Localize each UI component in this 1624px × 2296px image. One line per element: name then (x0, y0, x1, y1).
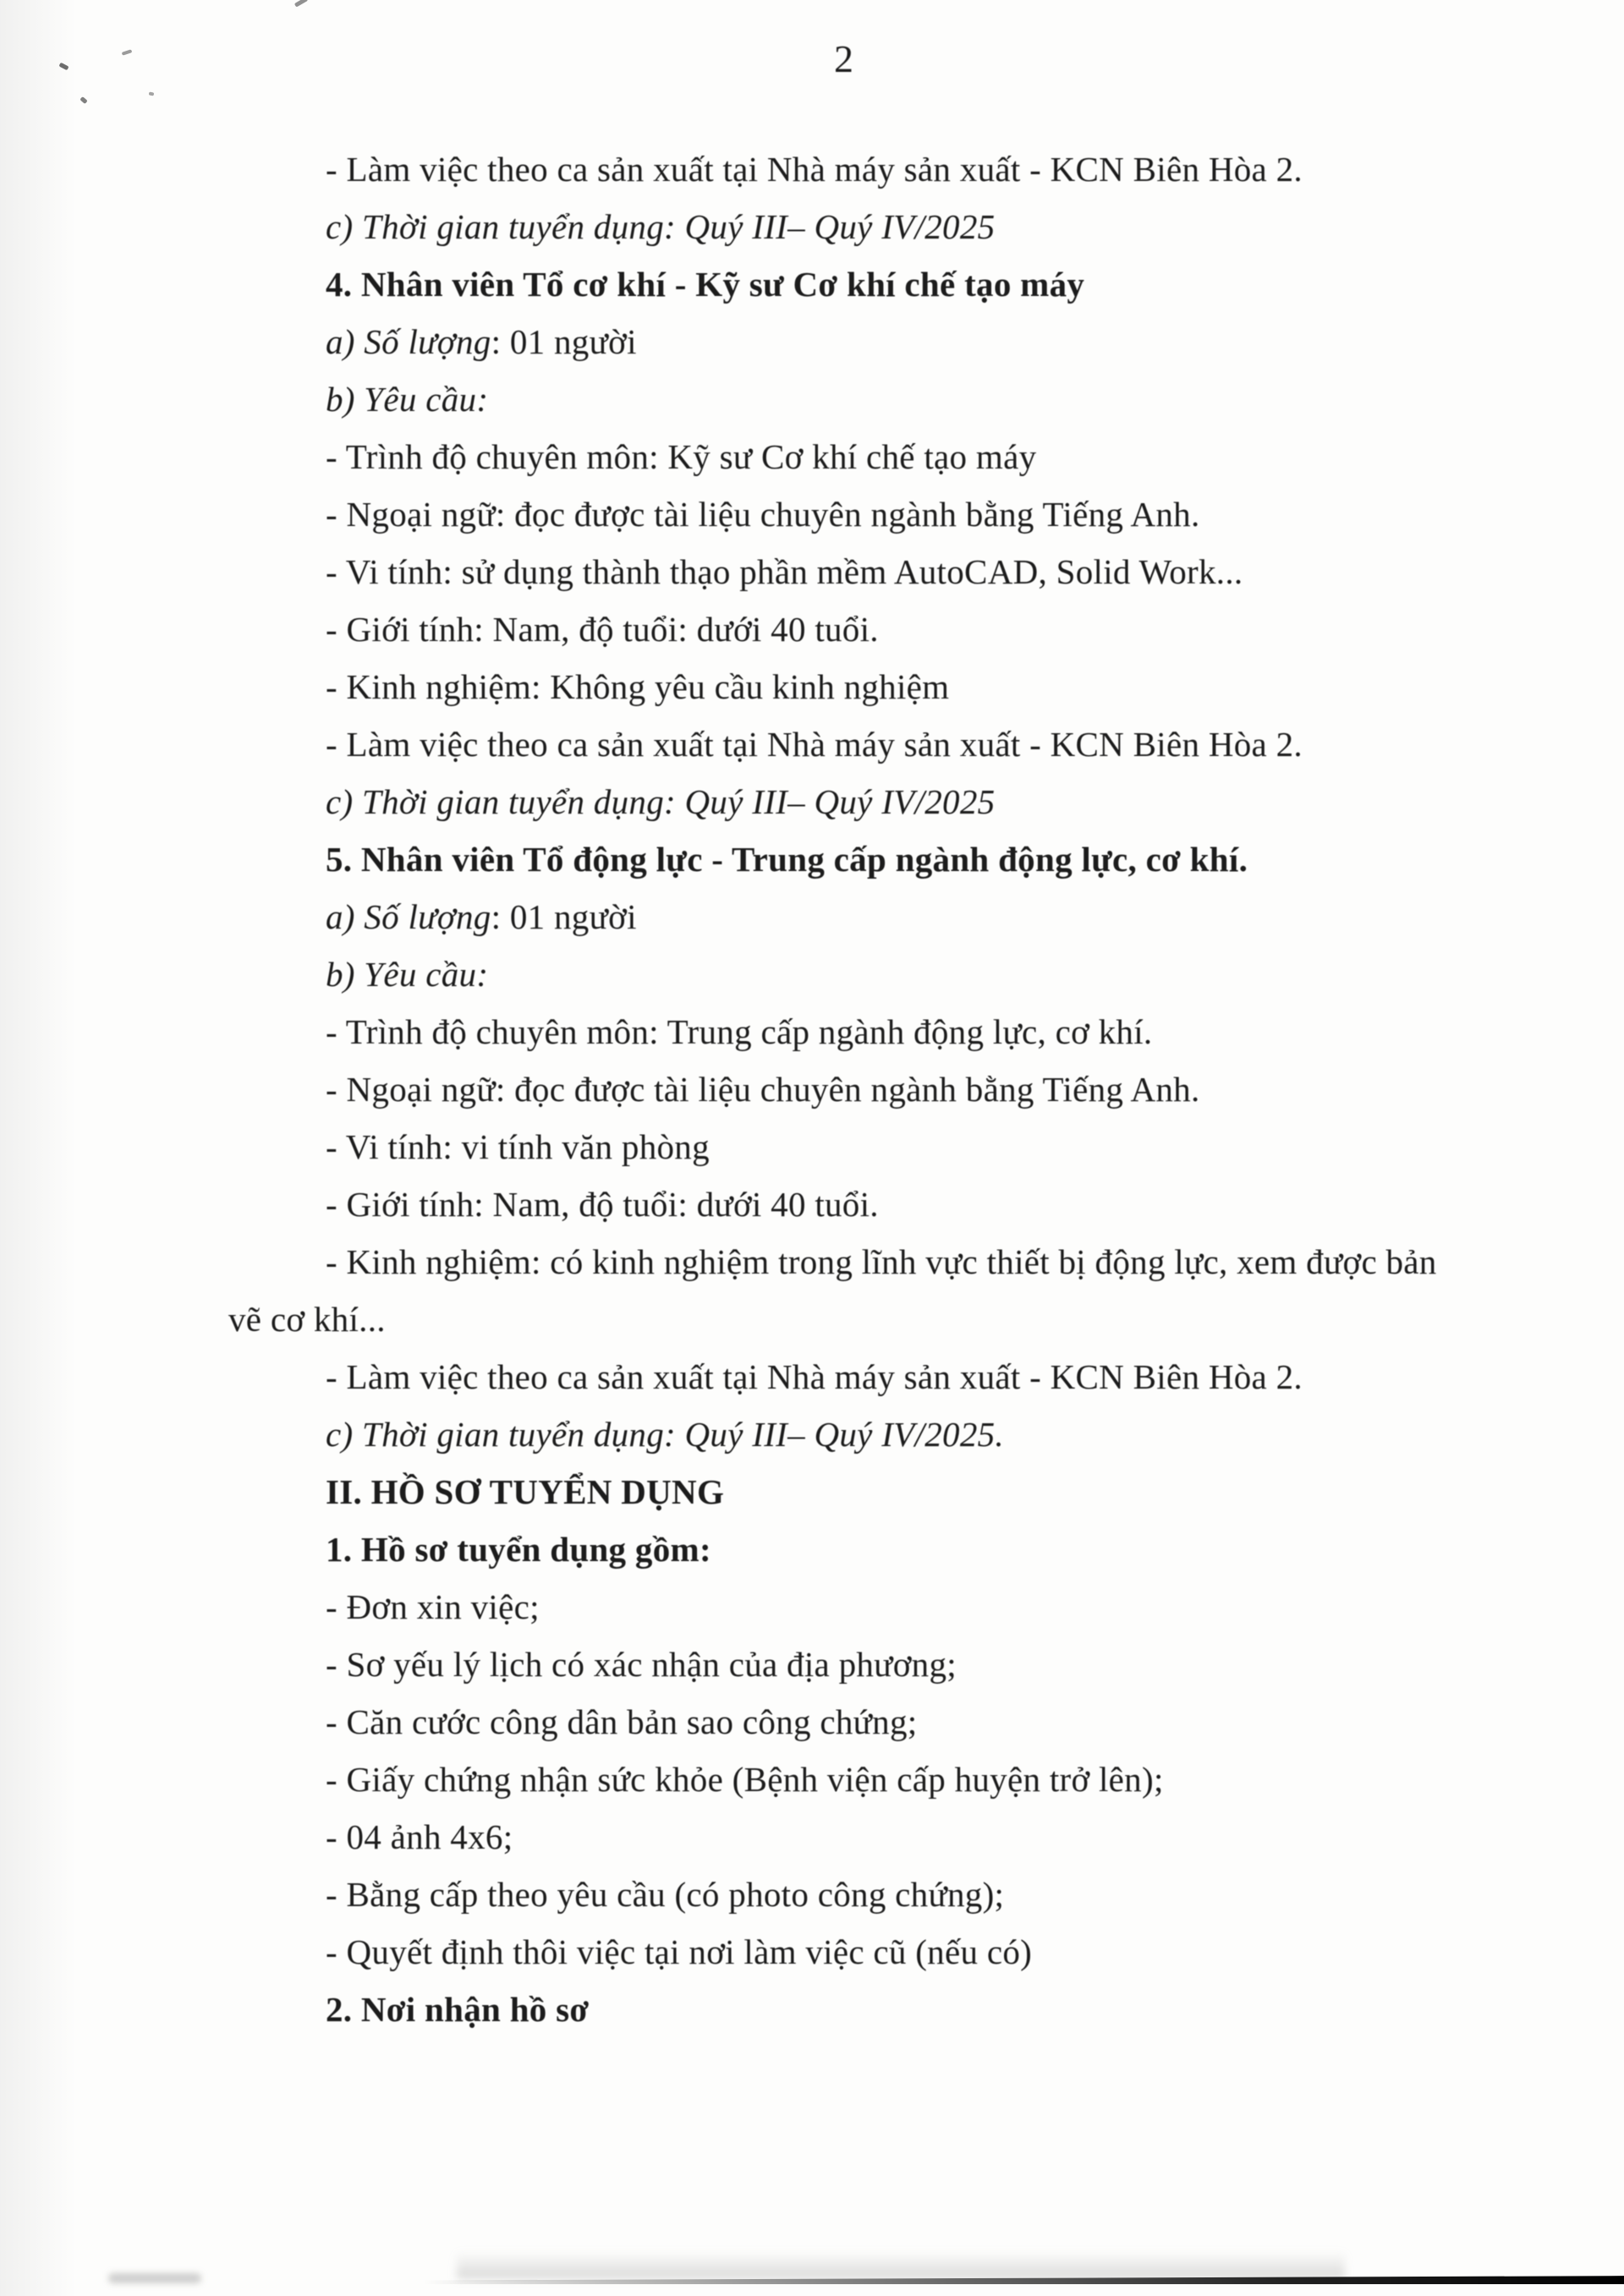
doc-line (326, 1233, 1624, 1290)
doc-line (326, 1406, 1624, 1463)
doc-line (326, 543, 1624, 600)
doc-line-segment: - Căn cước công dân bản sao công chứng; (326, 1702, 918, 1741)
doc-line (326, 1003, 1624, 1060)
doc-line-segment: - Bằng cấp theo yêu cầu (có photo công chứng); (326, 1875, 1005, 1914)
doc-line (326, 1578, 1624, 1636)
doc-line-segment: - Ngoại ngữ: đọc được tài liệu chuyên ngành bằng Tiếng Anh. (326, 1070, 1200, 1109)
doc-line-segment: - 04 ảnh 4x6; (326, 1817, 513, 1856)
doc-line-segment: - Vi tính: vi tính văn phòng (326, 1127, 710, 1166)
doc-line-segment: - Làm việc theo ca sản xuất tại Nhà máy sản xuất - KCN Biên Hòa 2. (326, 725, 1303, 764)
doc-line-segment: II. HỒ SƠ TUYỂN DỤNG (326, 1472, 725, 1511)
doc-line (326, 773, 1624, 830)
doc-line-segment: 2. Nơi nhận hồ sơ (326, 1990, 590, 2029)
doc-line-segment: - Làm việc theo ca sản xuất tại Nhà máy sản xuất - KCN Biên Hòa 2. (326, 150, 1303, 189)
doc-line-segment: a) Số lượng (326, 897, 491, 936)
doc-line-segment: - Kinh nghiệm: có kinh nghiệm trong lĩnh vực thiết bị động lực, xem được bản (326, 1242, 1437, 1281)
doc-line (326, 198, 1624, 255)
doc-line-segment: b) Yêu cầu: (326, 955, 489, 994)
doc-line (326, 1751, 1624, 1808)
doc-line-segment: - Giới tính: Nam, độ tuổi: dưới 40 tuổi. (326, 1185, 879, 1224)
scan-smudge (108, 2273, 201, 2283)
doc-line-segment: c) Thời gian tuyển dụng: Quý III– Quý IV/2025 (326, 207, 996, 246)
doc-line (326, 658, 1624, 715)
doc-line (326, 888, 1624, 945)
doc-line (326, 140, 1624, 198)
doc-line (326, 1923, 1624, 1981)
doc-line-segment: - Quyết định thôi việc tại nơi làm việc cũ (nếu có) (326, 1932, 1033, 1971)
scan-noise (457, 2251, 1345, 2278)
doc-line-segment: : 01 người (491, 897, 637, 936)
doc-line-segment: vẽ cơ khí... (228, 1300, 386, 1339)
doc-line (326, 1636, 1624, 1693)
doc-line (326, 1118, 1624, 1175)
doc-line (326, 485, 1624, 543)
doc-line-segment: 5. Nhân viên Tổ động lực - Trung cấp ngành động lực, cơ khí. (326, 840, 1248, 879)
doc-line-segment: - Kinh nghiệm: Không yêu cầu kinh nghiệm (326, 667, 950, 706)
doc-line (326, 1348, 1624, 1406)
doc-line-segment: - Ngoại ngữ: đọc được tài liệu chuyên ngành bằng Tiếng Anh. (326, 495, 1200, 534)
doc-line (326, 1521, 1624, 1578)
doc-line-segment: - Sơ yếu lý lịch có xác nhận của địa phương; (326, 1645, 957, 1684)
scan-speck (80, 96, 87, 104)
doc-line (326, 1463, 1624, 1521)
doc-line-segment: - Làm việc theo ca sản xuất tại Nhà máy sản xuất - KCN Biên Hòa 2. (326, 1357, 1303, 1396)
doc-line (326, 830, 1624, 888)
doc-line (326, 600, 1624, 658)
doc-line (326, 255, 1624, 313)
doc-line (326, 1981, 1624, 2038)
doc-line-segment: c) Thời gian tuyển dụng: Quý III– Quý IV/2025 (326, 782, 996, 821)
scan-speck (149, 92, 155, 96)
scan-speck (58, 63, 69, 71)
scan-speck (294, 0, 308, 8)
doc-line (326, 715, 1624, 773)
doc-line-segment: 1. Hồ sơ tuyển dụng gồm: (326, 1530, 711, 1569)
document-body (0, 140, 1624, 2038)
doc-line (326, 370, 1624, 428)
doc-line-segment: c) Thời gian tuyển dụng: Quý III– Quý IV/2025. (326, 1415, 1004, 1454)
doc-line-segment: - Vi tính: sử dụng thành thạo phần mềm AutoCAD, Solid Work... (326, 552, 1243, 591)
doc-line-segment: a) Số lượng (326, 322, 491, 361)
doc-line (326, 313, 1624, 370)
doc-line-segment: - Trình độ chuyên môn: Kỹ sư Cơ khí chế tạo máy (326, 437, 1037, 476)
doc-line-segment: 4. Nhân viên Tổ cơ khí - Kỹ sư Cơ khí chế tạo máy (326, 265, 1085, 304)
doc-line-segment: b) Yêu cầu: (326, 380, 489, 419)
doc-line (326, 1693, 1624, 1751)
doc-line (326, 1808, 1624, 1866)
doc-line-segment: - Giấy chứng nhận sức khỏe (Bệnh viện cấp huyện trở lên); (326, 1760, 1164, 1799)
doc-line (228, 1290, 1624, 1348)
doc-line-segment: - Đơn xin việc; (326, 1587, 540, 1626)
doc-line (326, 1866, 1624, 1923)
doc-line-segment: - Trình độ chuyên môn: Trung cấp ngành động lực, cơ khí. (326, 1012, 1153, 1051)
doc-line (326, 428, 1624, 485)
doc-line (326, 1175, 1624, 1233)
doc-line (326, 1060, 1624, 1118)
doc-line-segment: - Giới tính: Nam, độ tuổi: dưới 40 tuổi. (326, 610, 879, 649)
scan-speck (122, 49, 133, 56)
page-number: 2 (834, 37, 853, 80)
doc-line (326, 945, 1624, 1003)
doc-line-segment: : 01 người (491, 322, 637, 361)
